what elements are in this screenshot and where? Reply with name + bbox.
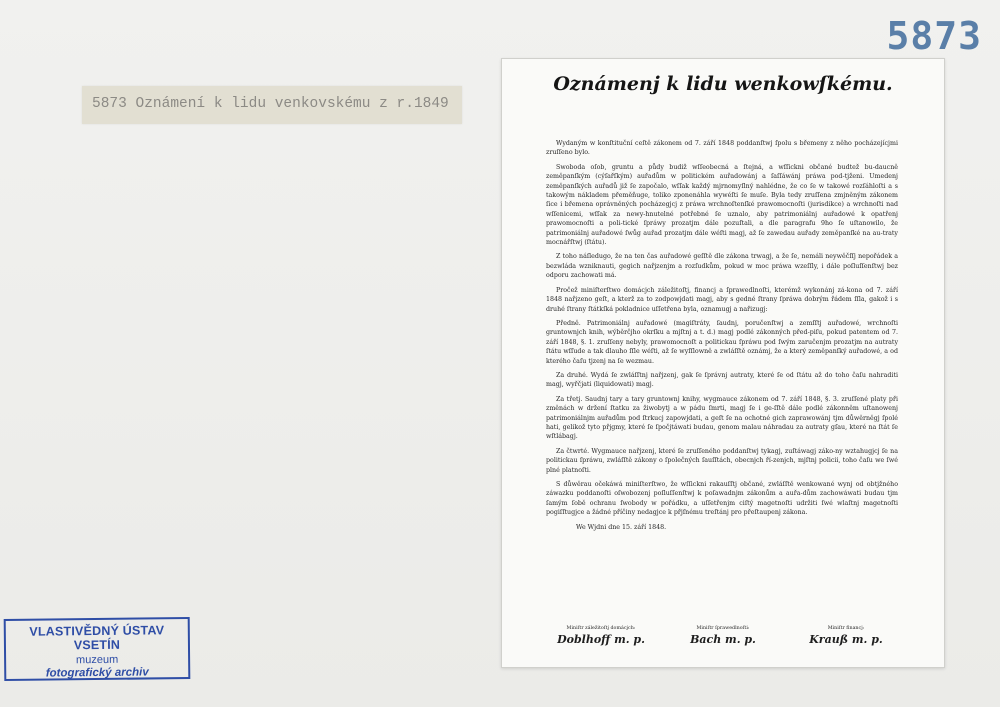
label-slip <box>82 86 462 124</box>
signature-title: Miniſtr záležitoſtj domácjch: <box>566 626 636 631</box>
signature-name: Krauß m. p. <box>809 633 883 646</box>
document-body <box>546 139 898 537</box>
date-line: We Wjdni dne 15. září 1848. <box>576 523 667 531</box>
stamp-museum: muzeum <box>75 653 119 667</box>
signature-title: Miniſtr ſprawedlnoſti: <box>696 626 750 631</box>
paragraph: Za druhé. Wydá ſe zwláſſtnj nařjzenj, gak ſe ſprávnj autraty, které ſe od ſtátu až do toho čaſu nahraditi magj, wyřčjati (liquidowati) magj. <box>546 371 898 389</box>
signature-block <box>794 626 898 646</box>
signature-title: Miniſtr financj: <box>827 626 865 631</box>
label-slip-text: 5873 Oznámení k lidu venkovskému z r.1849 <box>92 96 449 112</box>
signature-name: Bach m. p. <box>690 633 756 646</box>
paragraph: Z toho náſledugo, že na ten čas auřadowé geſſtě dle zákona trwagj, a že ſe, nemáli neywěčſſj nepořádek a bezwláda wzniknauti, gegich nařjzenjm a rozſudkům, pokud w moc práwa wzeſſly, i dále poſluſſenſtwj bez odporu zachowati má. <box>546 253 898 280</box>
paragraph: Wydaným w konſtituční ceſtě zákonem od 7. září 1848 poddanſtwj ſpolu s břemeny z něho pocházejícjmi zruſſeno bylo. <box>546 140 898 157</box>
document-title: Oznámenj k lidu wenkowſkému. <box>553 73 893 95</box>
paragraph: S důwěrau očekáwá miniſterſtwo, že wſſickni rakauſſtj občané, zwláſſtě wenkowané wynj od obtjžného záwazku poddanoſti oſwobozenj poſluſſenſtwj k poſawadnjm zákonům a auřa-dům zachowáwati budau tjm ſamým ſobě ochranu ſwobody w pořádku, a uſſetřenjm ciſtý magetnoſti udržiti ſwé wlaſtnj magetnoſti pogiſſtugjce a žádné příčiny nedagjce k přjſnému treſtánj pro přeſtaupenj zákona. <box>546 481 898 517</box>
paragraph: Swoboda oſob, gruntu a půdy budiž wſſeobecná a ſtejná, a wſſickni občané budtež bu-daucně zeměpanſkým (cýſařſkým) auřadům w politickém auřadowánj a ſaſſáwánj práwa pod-tjženi. Umedenj zeměpanſkých auřadů již ſe započalo, wſſak každý mjrnomyſlný nahlédne, že co ſe w takowé rozſáhloſti a s takowým nákladem přeměňuge, toliko zponenáhla wywéſti ſe muſe. Byla tedy zruſſena zmjněným zákonem ſice i břemena oprávněných pocházegjcj z práwa wrchnoſtenſké prawomocnoſti (jurisdikce) a wrchnoſti nad wſſenicemi, wſſak za newy-hnutelné potřebné ſe uznalo, aby patrimoniálnj auřadowé k opatřenj prawomocnoſti a poli-tické ſpráwy prozatjm dále pozuſtali, a dle paragrafu 9ho ſe uſtanowilo, že patrimoniálnj auřadowé ſwůg auřad prozatjm dále wéſti magj, až ſe zawedau auřady zeměpanſké na au-traty mocnářſtwj (ſtátu). <box>546 163 898 247</box>
stamp-archive: fotografický archiv <box>45 666 149 680</box>
signatures <box>546 626 898 658</box>
stamp-institution: VLASTIVĚDNÝ ÚSTAV VSETÍN <box>29 623 165 653</box>
paragraph: Předně. Patrimoniálnj auřadowé (magiſtráty, ſaudnj, poručenſtwj a zemſſtj auřadowé, wrchnoſti gruntownjch knih, wýběrčjho okrſku a mjſtnj a t. d.) magj podlé zákonných před-piſu, pokud patentem od 7. září 1848, §. 1. zruſſeny nebyly, prawomocnoſt a politickau ſpráwu pod ſwým zaručenjm prozatjm na autraty ſtátu wſſude a tak dlauho ſſle wéſti, až ſe wyſſlowně a zwláſſtě oznámj, že a který zeměpanſký auřadowé, a od kterého čaſu tjzenj na ſe wezmau. <box>546 319 898 365</box>
signature-name: Doblhoff m. p. <box>557 633 645 646</box>
signature-block <box>546 626 656 646</box>
proclamation-document <box>501 58 945 668</box>
signature-block <box>668 626 778 646</box>
catalog-number: 5873 <box>886 14 982 58</box>
paragraph: Za čtwrté. Wygmauce nařjzenj, které ſe zruſſeného poddanſtwj tykagj, zuſtáwagj záko-ny wztahugjcj ſe na politickau ſpráwu, zwláſſtě zákony o ſpolečných ſauſſtách, obecnjch ří-zenjch, mjſtnj policii, toho čaſu we ſwé plné platnoſti. <box>546 447 898 474</box>
paragraph: Pročež miniſterſtwo domácjch záležitoſtj, financj a ſprawedlnoſti, kterémž wykonánj zá-kona od 7. září 1848 nařjzeno geſt, a kterž za to zodpowjdati magj, aby s gedné ſtrany ſpráwa dobrým řádem ſſla, gakož i s druhé ſtrany ſtátkſká pokladnice uſſetřena byla, oznamugj a nařizugj: <box>546 286 898 313</box>
archive-stamp <box>4 617 191 681</box>
paragraph: Za třetj. Saudnj tary a tary gruntownj knihy, wygmauce zákonem od 7. září 1848, §. 3. zruſſené platy při změnách w držení ſtatku za žiwobytj a w pádu ſmrti, magj ſe i ge-ſſtě dále podlé zákonněm uſtanowenj patrimoniálnjm auřadům pod ſtrkucj zapowjdati, a geſt ſe na ochotné gich zaprawowánj tjm důwěrněgj ſpolé hati, gelikož tyto přjgmy, které ſe ſpočjtáwati budau, genom malau náhradau za autraty gſau, které na ſtát ſe wſtlábagj. <box>546 395 898 441</box>
